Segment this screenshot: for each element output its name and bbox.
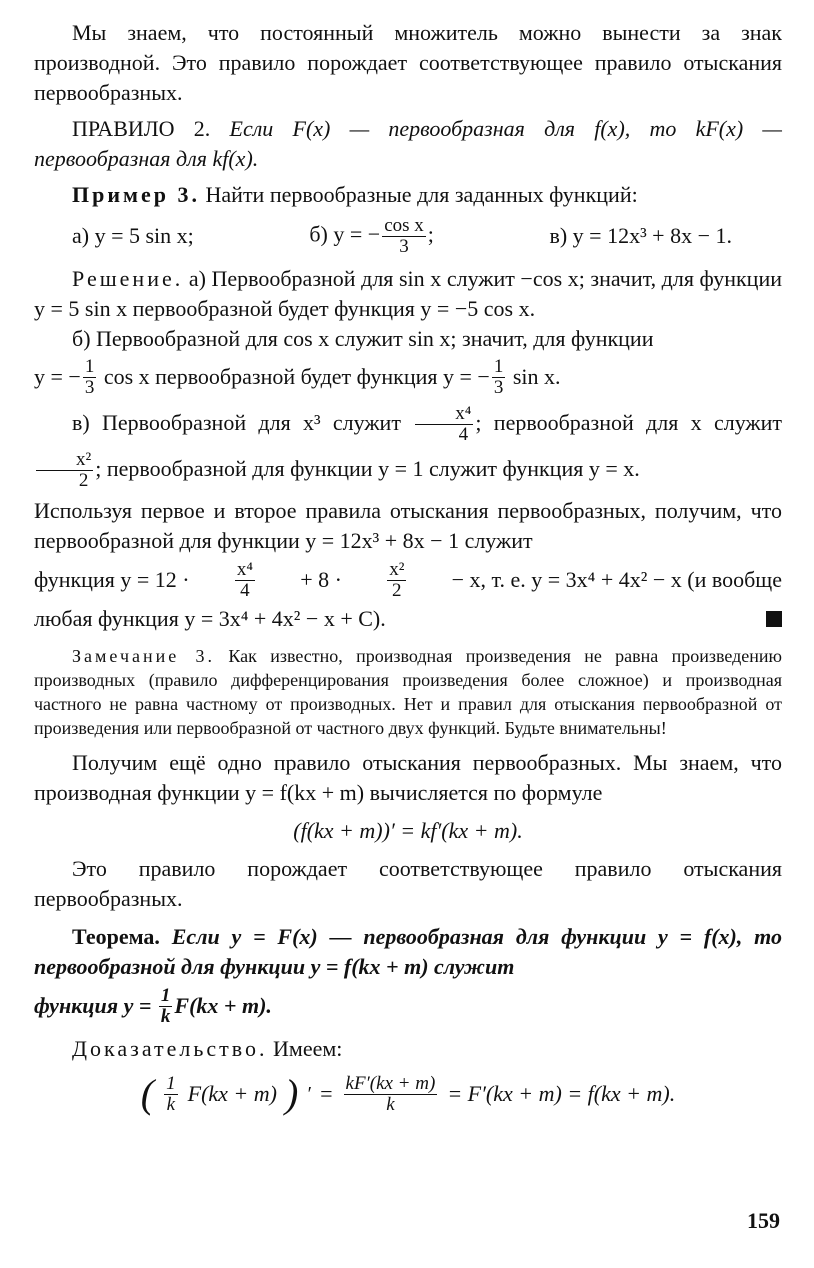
fraction-x2-over-2: $\frac{\text{x²}}{2}$ (36, 450, 93, 491)
example-label: Пример 3. (72, 182, 201, 207)
proof-label: Доказательство. (72, 1036, 268, 1061)
example-b: б) y = − $\frac{\text{cos x}}{3}$ ; (309, 214, 434, 257)
fraction-one-third: $\frac{1}{3}$ (84, 355, 95, 398)
solution-b-line1: б) Первообразной для cos x служит sin x; значит, для функции (72, 326, 654, 351)
example-3 (34, 180, 782, 210)
fraction-kf-over-k: $\frac{kF'(kx + m)}{k}$ (345, 1072, 436, 1115)
proof-formula: ( $\frac{1}{k}$ F(kx + m) ) ′ = $\frac{kF'(kx + m)}{k}$ = F′(kx + m) = f(kx + m). (140, 1071, 676, 1116)
remark-3: Замечание 3. Как известно, производная произведения не равна произведению производных (правило дифференцирования произведения более сложное) и производная частного не равна частному от производных. Нет и правил для отыскания первообразной от произведения или первообразной от частного двух функций. Будьте внимательны! (34, 646, 782, 738)
example-c: в) y = 12x³ + 8x − 1. (549, 223, 732, 248)
page-content (34, 18, 782, 1124)
paragraph-rule-consequence: Это правило порождает соответствующее правило отыскания первообразных. (34, 856, 782, 911)
fraction-1-over-k: $\frac{1}{k}$ (166, 1072, 176, 1115)
rule-2 (34, 114, 782, 174)
fraction-x4-over-4: $\frac{\text{x⁴}}{4}$ (415, 404, 473, 445)
using-rules-line2: функция y = 12 · $\frac{\text{x⁴}}{4}$ + 8 · $\frac{\text{x²}}{2}$ − x, т. е. y = 3x⁴ + 4x² − x (и вообще (34, 558, 782, 601)
fraction-one-over-k: $\frac{1}{k}$ (160, 984, 171, 1027)
end-of-proof-square (766, 611, 782, 627)
using-rules-line1: Используя первое и второе правила отыскания первообразных, получим, что первообразной для функции y = 12x³ + 8x − 1 служит (34, 498, 782, 553)
theorem: Теорема. Если y = F(x) — первообразная для функции y = f(x), то первообразной для функции y = f(kx + m) служит (34, 924, 783, 979)
page-number: 159 (747, 1208, 780, 1233)
solution-label: Решение. (72, 266, 184, 291)
fraction-cos-over-3: $\frac{\text{cos x}}{3}$ (384, 214, 424, 257)
fraction-x2-over-2-b: $\frac{\text{x²}}{2}$ (389, 558, 405, 601)
example-text: Найти первообразные для заданных функций: (205, 182, 638, 207)
formula-derivative: (f(kx + m))′ = kf′(kx + m). (293, 818, 523, 843)
proof: Доказательство. Имеем: (72, 1036, 343, 1061)
solution-c: в) Первообразной для x³ служит $\frac{\text{x⁴}}{4}$ ; первообразной для x служит $\frac{\text{x²}}{2}$ ; первообразной для функции y = 1 служит функция y = x. (34, 400, 782, 492)
paragraph-intro: Мы знаем, что постоянный множитель можно вынести за знак производной. Это правило порождает соответствующее правило отыскания первообразных. (34, 20, 782, 105)
solution-b-line2: y = − $\frac{1}{3}$ cos x первообразной будет функция y = − $\frac{1}{3}$ sin x. (34, 355, 561, 398)
fraction-one-third-2: $\frac{1}{3}$ (493, 355, 504, 398)
theorem-line3: функция y = $\frac{1}{k}$ F(kx + m). (34, 984, 272, 1027)
remark-label: Замечание 3. (72, 646, 216, 666)
example-a: а) y = 5 sin x; (72, 223, 194, 248)
rule-2-label: ПРАВИЛО 2. (72, 116, 211, 141)
using-rules-line3: любая функция y = 3x⁴ + 4x² − x + C). (34, 604, 782, 634)
paragraph-new-rule: Получим ещё одно правило отыскания первообразных. Мы знаем, что производная функции y = f(kx + m) вычисляется по формуле (34, 750, 782, 805)
solution-a: Решение. а) Первообразной для sin x служит −cos x; значит, для функции y = 5 sin x первообразной будет функция y = −5 cos x. (34, 266, 783, 321)
rule-2-text: Если F(x) — первообразная для f(x), то kF(x) — первообразная для kf(x). (34, 116, 782, 171)
example-functions (34, 214, 782, 258)
fraction-x4-over-4-b: $\frac{\text{x⁴}}{4}$ (236, 558, 253, 601)
theorem-label: Теорема. (72, 924, 160, 949)
